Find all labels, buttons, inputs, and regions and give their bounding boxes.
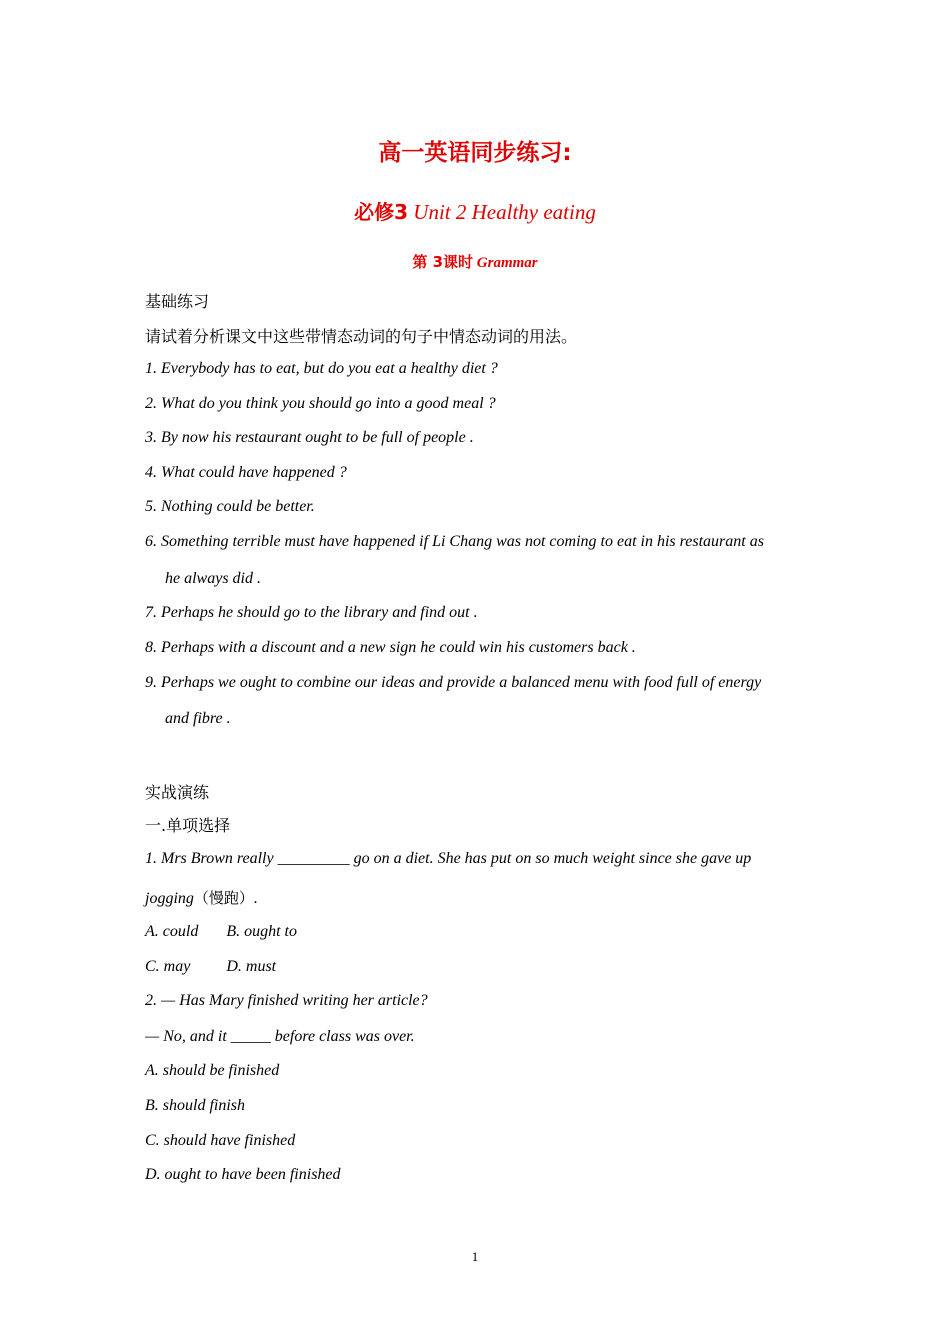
q1-period: . [253,890,258,907]
question-2-option: C. should have finished [145,1132,296,1149]
question-2-option: A. should be finished [145,1062,280,1079]
example-sentence: 6. Something terrible must have happened if Li Chang was not coming to eat in his restaurant as [145,533,764,550]
example-sentence: 9. Perhaps we ought to combine our ideas and provide a balanced menu with food full of energy [145,674,762,691]
question-1-text: 1. Mrs Brown really _________ go on a diet. She has put on so much weight since she gave up [145,850,752,867]
question-2-text-continued: — No, and it _____ before class was over. [145,1028,415,1045]
example-sentence: 5. Nothing could be better. [145,498,315,515]
lesson-heading [0,251,950,272]
example-sentence: 2. What do you think you should go into a good meal ? [145,395,496,412]
page-number: 1 [471,1249,479,1264]
example-sentence-continued: he always did . [165,570,261,587]
unit-subtitle [0,196,950,225]
example-sentence: 7. Perhaps he should go to the library and find out . [145,604,478,621]
question-1-options: C. may D. must [145,958,277,975]
question-2-option: B. should finish [145,1097,246,1114]
question-1-text-continued [145,887,258,908]
example-sentence: 1. Everybody has to eat, but do you eat a healthy diet ? [145,360,498,377]
subtitle-unit: Unit 2 Healthy eating [408,200,596,224]
section-heading-multiple-choice: 一.单项选择 [145,816,231,835]
instruction-text: 请试着分析课文中这些带情态动词的句子中情态动词的用法。 [145,327,578,346]
q1-word: jogging [145,890,194,907]
section-heading-practice: 实战演练 [145,783,210,802]
page-title: 高一英语同步练习: [378,140,572,166]
section-heading-basic: 基础练习 [145,292,210,311]
q1-gloss: （慢跑） [193,889,254,907]
question-2-text: 2. — Has Mary finished writing her article? [145,992,428,1009]
lesson-topic: Grammar [473,255,538,271]
example-sentence: 4. What could have happened ? [145,464,347,481]
example-sentence: 3. By now his restaurant ought to be full of people . [145,429,474,446]
lesson-number: 第 3课时 [412,253,474,271]
question-2-option: D. ought to have been finished [145,1166,341,1183]
subtitle-module: 必修3 [354,200,409,224]
example-sentence-continued: and fibre . [165,710,231,727]
question-1-options: A. could B. ought to [145,923,297,940]
example-sentence: 8. Perhaps with a discount and a new sign he could win his customers back . [145,639,636,656]
